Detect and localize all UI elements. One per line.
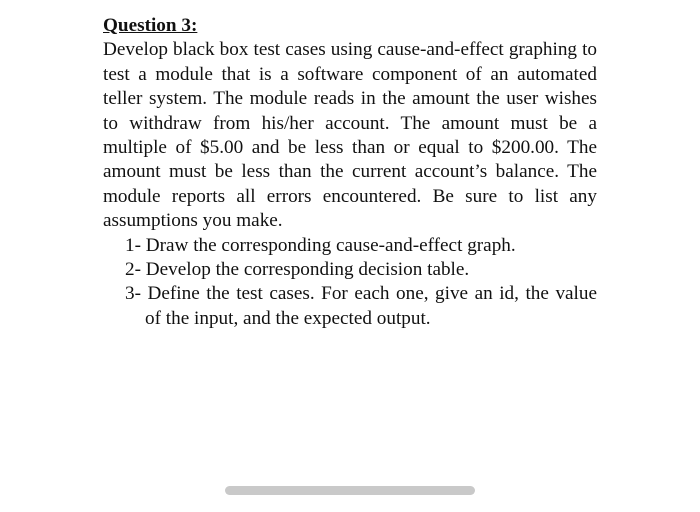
- list-item: 3- Define the test cases. For each one, give an id, the value of the input, and the expected output.: [125, 283, 597, 329]
- question-body: Develop black box test cases using cause-and-effect graphing to test a module that is a software component of an automated teller system. The module reads in the amount the user wishes to withdraw from his/her account. The amount must be a multiple of $5.00 and be less than or equal to $200.00. The amount must be less than the current account’s balance. The module reports all errors encountered. Be sure to list any assumptions you make.: [103, 39, 597, 232]
- question-title: Question 3:: [103, 15, 198, 36]
- horizontal-scrollbar[interactable]: [225, 486, 475, 495]
- list-item: 2- Develop the corresponding decision table.: [125, 259, 470, 281]
- question-block: [103, 14, 597, 331]
- list-item: 1- Draw the corresponding cause-and-effect graph.: [125, 234, 516, 256]
- task-list: [103, 234, 597, 332]
